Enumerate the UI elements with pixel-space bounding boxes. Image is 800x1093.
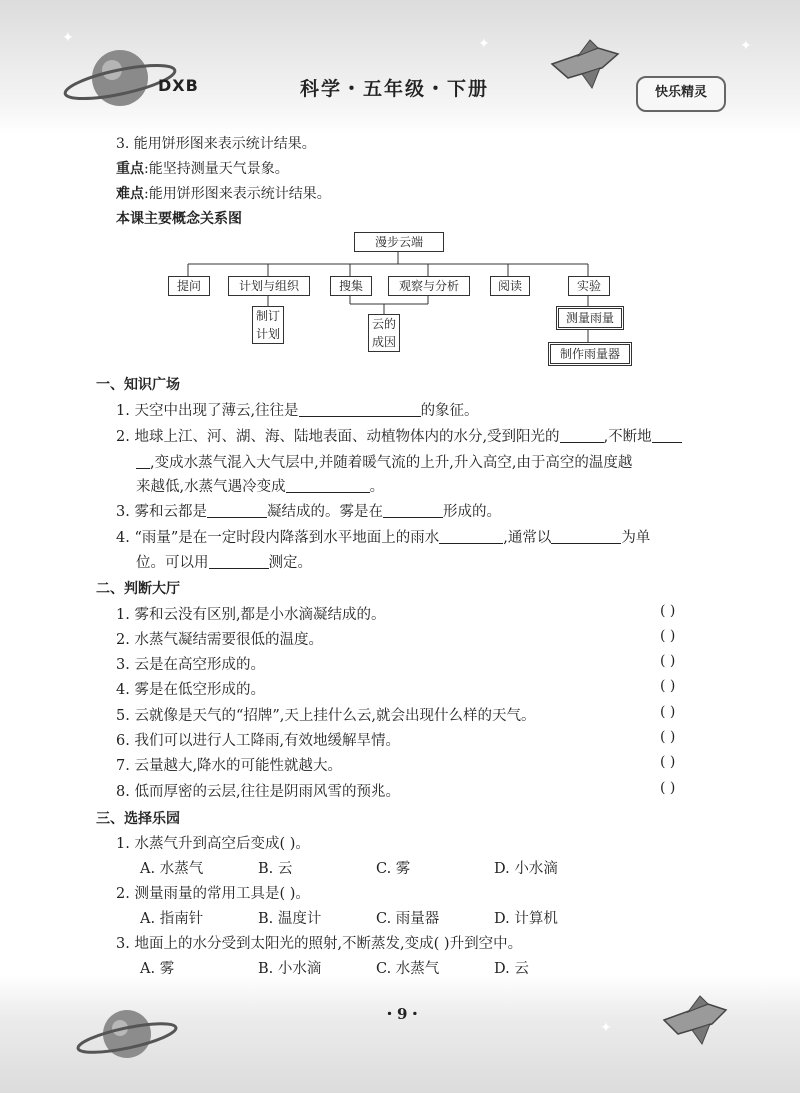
concept-map-lines (0, 0, 800, 400)
q4-text-e: 测定。 (268, 555, 312, 571)
judge-item: 2. 水蒸气凝结需要很低的温度。 (116, 632, 323, 648)
question-1-4-line1 (116, 526, 650, 547)
question-1-4-line2 (136, 551, 312, 572)
judge-item: 8. 低而厚密的云层,往往是阴雨风雪的预兆。 (116, 784, 401, 800)
question-1-2-line3 (136, 475, 384, 496)
choice-option[interactable]: C. 雨量器 (376, 911, 440, 927)
q2-text-c: ,变成水蒸气混入大气层中,并随着暖气流的上升,升入高空,由于高空的温度越 (150, 455, 633, 471)
star-icon: ✦ (740, 38, 752, 54)
concept-node-experiment: 实验 (568, 276, 610, 296)
concept-node-read: 阅读 (490, 276, 530, 296)
concept-node-observe: 观察与分析 (388, 276, 470, 296)
section-1-title: 一、知识广场 (96, 377, 180, 393)
choice-option[interactable]: D. 计算机 (494, 911, 558, 927)
q1-text-a: 1. 天空中出现了薄云,往往是 (116, 403, 299, 419)
star-icon: ✦ (478, 36, 490, 52)
q4-text-c: 为单 (621, 530, 651, 546)
judge-answer-paren[interactable]: ( ) (660, 678, 676, 694)
choice-option[interactable]: A. 水蒸气 (140, 861, 204, 877)
question-1-3 (116, 500, 501, 521)
judge-answer-paren[interactable]: ( ) (660, 729, 676, 745)
choice-option[interactable]: A. 指南针 (140, 911, 204, 927)
answer-blank[interactable] (560, 428, 604, 443)
key-text: :能坚持测量天气景象。 (144, 161, 289, 177)
objective-3: 3. 能用饼形图来表示统计结果。 (116, 136, 316, 152)
answer-blank[interactable] (136, 454, 150, 469)
choice-option[interactable]: C. 水蒸气 (376, 961, 440, 977)
answer-blank[interactable] (652, 428, 682, 443)
choice-option[interactable]: A. 雾 (140, 961, 175, 977)
question-1-1 (116, 399, 479, 420)
star-icon: ✦ (600, 1020, 612, 1036)
concept-node-question: 提问 (168, 276, 210, 296)
answer-blank[interactable] (299, 402, 421, 417)
section-2-title: 二、判断大厅 (96, 581, 180, 597)
judge-item: 3. 云是在高空形成的。 (116, 657, 265, 673)
space-shuttle-icon-footer (660, 992, 736, 1046)
judge-item: 7. 云量越大,降水的可能性就越大。 (116, 758, 343, 774)
planet-icon-footer (72, 1000, 182, 1070)
concept-sub-measure: 测量雨量 (556, 306, 624, 330)
question-1-2-line2 (136, 451, 632, 472)
choice-option[interactable]: B. 温度计 (258, 911, 322, 927)
page-number: ・9・ (382, 1005, 423, 1023)
choice-option[interactable]: D. 小水滴 (494, 861, 558, 877)
concept-sub-make: 制作雨量器 (548, 342, 632, 366)
choice-option[interactable]: D. 云 (494, 961, 529, 977)
choice-option[interactable]: B. 小水滴 (258, 961, 322, 977)
judge-item: 4. 雾是在低空形成的。 (116, 682, 265, 698)
q3-text-b: 凝结成的。雾是在 (266, 504, 383, 520)
judge-answer-paren[interactable]: ( ) (660, 754, 676, 770)
answer-blank[interactable] (207, 503, 267, 518)
judge-item: 5. 云就像是天气的“招牌”,天上挂什么云,就会出现什么样的天气。 (116, 708, 536, 724)
choice-question-1: 1. 水蒸气升到高空后变成( )。 (116, 836, 310, 852)
answer-blank[interactable] (209, 554, 269, 569)
judge-answer-paren[interactable]: ( ) (660, 628, 676, 644)
judge-answer-paren[interactable]: ( ) (660, 653, 676, 669)
concept-sub-plan: 制订计划 (252, 306, 284, 344)
concept-node-plan: 计划与组织 (228, 276, 310, 296)
q3-text-c: 形成的。 (442, 504, 501, 520)
answer-blank[interactable] (383, 503, 443, 518)
q2-text-d: 来越低,水蒸气遇冷变成 (136, 479, 286, 495)
diff-text: :能用饼形图来表示统计结果。 (144, 186, 331, 202)
diff-label: 难点 (116, 186, 144, 202)
q3-text-a: 3. 雾和云都是 (116, 504, 207, 520)
concept-sub-cloud: 云的成因 (368, 314, 400, 352)
brand-logo: DXB (158, 76, 199, 95)
choice-option[interactable]: C. 雾 (376, 861, 411, 877)
judge-item: 1. 雾和云没有区别,都是小水滴凝结成的。 (116, 607, 386, 623)
concept-map-title: 本课主要概念关系图 (116, 211, 242, 227)
q4-text-b: ,通常以 (503, 530, 552, 546)
q1-text-b: 的象征。 (420, 403, 479, 419)
q4-text-d: 位。可以用 (136, 555, 209, 571)
page-title: 科学・五年级・下册 (300, 78, 490, 100)
answer-blank[interactable] (286, 478, 370, 493)
judge-answer-paren[interactable]: ( ) (660, 780, 676, 796)
q2-text-a: 2. 地球上江、河、湖、海、陆地表面、动植物体内的水分,受到阳光的 (116, 429, 560, 445)
q4-text-a: 4. “雨量”是在一定时段内降落到水平地面上的雨水 (116, 530, 440, 546)
q2-text-b: ,不断地 (603, 429, 652, 445)
concept-node-collect: 搜集 (330, 276, 372, 296)
judge-item: 6. 我们可以进行人工降雨,有效地缓解旱情。 (116, 733, 401, 749)
section-3-title: 三、选择乐园 (96, 811, 180, 827)
answer-blank[interactable] (439, 529, 503, 544)
judge-answer-paren[interactable]: ( ) (660, 603, 676, 619)
choice-question-3: 3. 地面上的水分受到太阳光的照射,不断蒸发,变成( )升到空中。 (116, 936, 523, 952)
question-1-2-line1 (116, 425, 682, 446)
series-badge: 快乐精灵 (636, 76, 726, 112)
key-label: 重点 (116, 161, 144, 177)
judge-answer-paren[interactable]: ( ) (660, 704, 676, 720)
choice-question-2: 2. 测量雨量的常用工具是( )。 (116, 886, 310, 902)
answer-blank[interactable] (551, 529, 621, 544)
choice-option[interactable]: B. 云 (258, 861, 293, 877)
concept-root: 漫步云端 (354, 232, 444, 252)
q2-text-e: 。 (369, 479, 385, 495)
star-icon: ✦ (62, 30, 74, 46)
